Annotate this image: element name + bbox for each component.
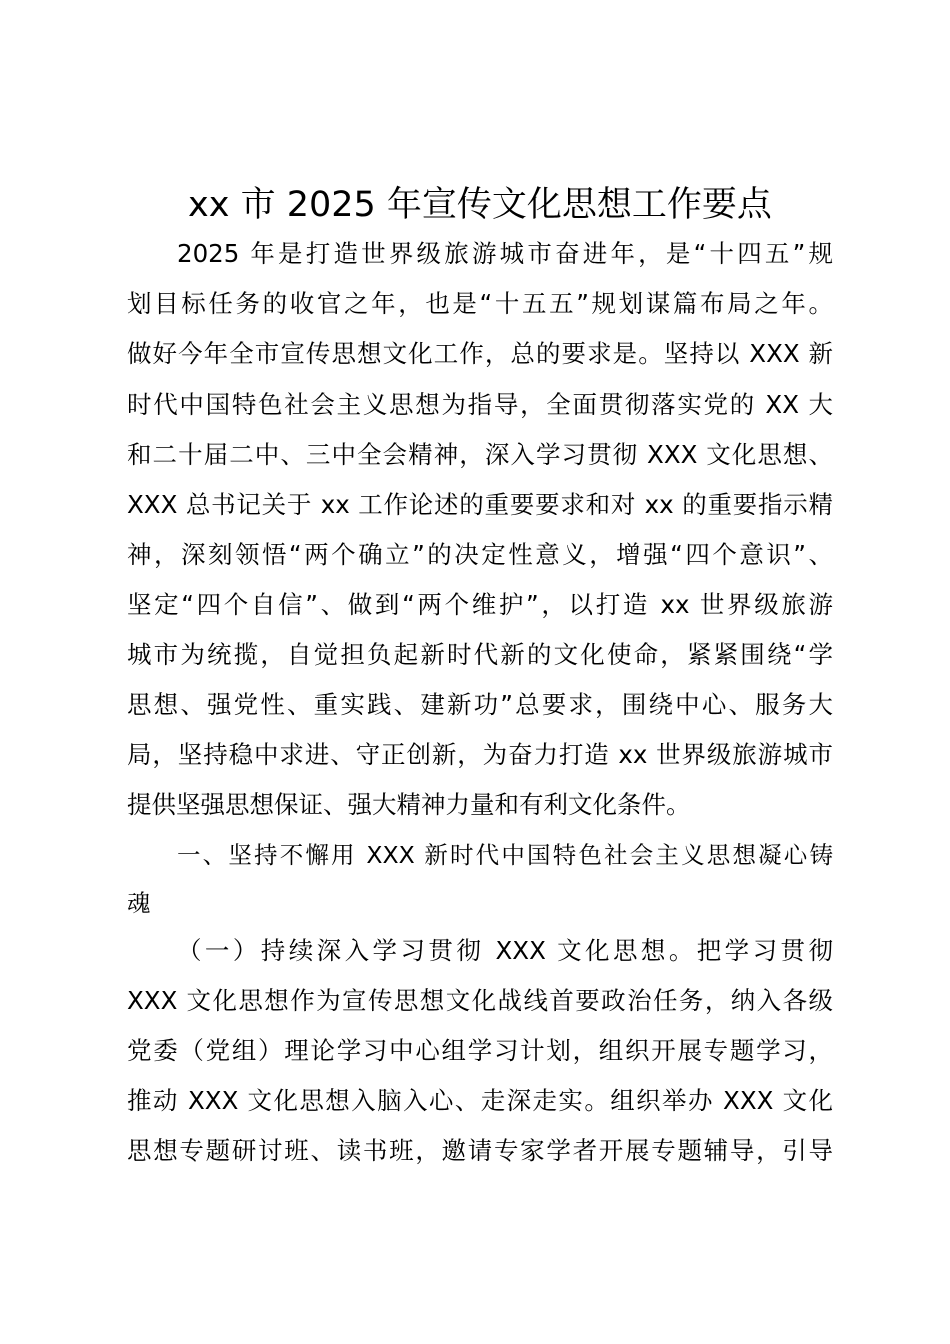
paragraph-2-line: （一）持续深入学习贯彻 XXX 文化思想。把学习贯彻 — [177, 936, 833, 965]
paragraph-1-line: 城市为统揽，自觉担负起新时代新的文化使命，紧紧围绕“学 — [127, 640, 833, 669]
paragraph-1-line: 和二十届二中、三中全会精神，深入学习贯彻 XXX 文化思想、 — [127, 440, 833, 469]
section-heading-line: 一、坚持不懈用 XXX 新时代中国特色社会主义思想凝心铸 — [177, 841, 833, 869]
paragraph-1-line: 2025 年是打造世界级旅游城市奋进年，是“十四五”规 — [177, 239, 833, 268]
paragraph-2-line: 推动 XXX 文化思想入脑入心、走深走实。组织举办 XXX 文化 — [127, 1086, 833, 1115]
paragraph-1-line: 划目标任务的收官之年，也是“十五五”规划谋篇布局之年。 — [127, 289, 833, 318]
paragraph-1-line: 坚定“四个自信”、做到“两个维护”，以打造 xx 世界级旅游 — [127, 590, 833, 619]
document-title: xx 市 2025 年宣传文化思想工作要点 — [188, 185, 772, 225]
paragraph-2-line: 党委（党组）理论学习中心组学习计划，组织开展专题学习， — [127, 1036, 833, 1065]
paragraph-1-line: 思想、强党性、重实践、建新功”总要求，围绕中心、服务大 — [127, 690, 833, 719]
paragraph-1-line: 神，深刻领悟“两个确立”的决定性意义，增强“四个意识”、 — [127, 540, 833, 569]
paragraph-1-line: XXX 总书记关于 xx 工作论述的重要要求和对 xx 的重要指示精 — [127, 490, 833, 519]
paragraph-2-line: XXX 文化思想作为宣传思想文化战线首要政治任务，纳入各级 — [127, 986, 833, 1015]
paragraph-1-line: 做好今年全市宣传思想文化工作，总的要求是。坚持以 XXX 新 — [127, 339, 833, 368]
paragraph-1-line: 时代中国特色社会主义思想为指导，全面贯彻落实党的 XX 大 — [127, 390, 833, 419]
paragraph-1-line: 局，坚持稳中求进、守正创新，为奋力打造 xx 世界级旅游城市 — [127, 740, 833, 769]
section-heading-line: 魂 — [127, 889, 151, 917]
paragraph-2-line: 思想专题研讨班、读书班，邀请专家学者开展专题辅导，引导 — [127, 1136, 833, 1165]
paragraph-1-line: 提供坚强思想保证、强大精神力量和有利文化条件。 — [127, 790, 691, 819]
